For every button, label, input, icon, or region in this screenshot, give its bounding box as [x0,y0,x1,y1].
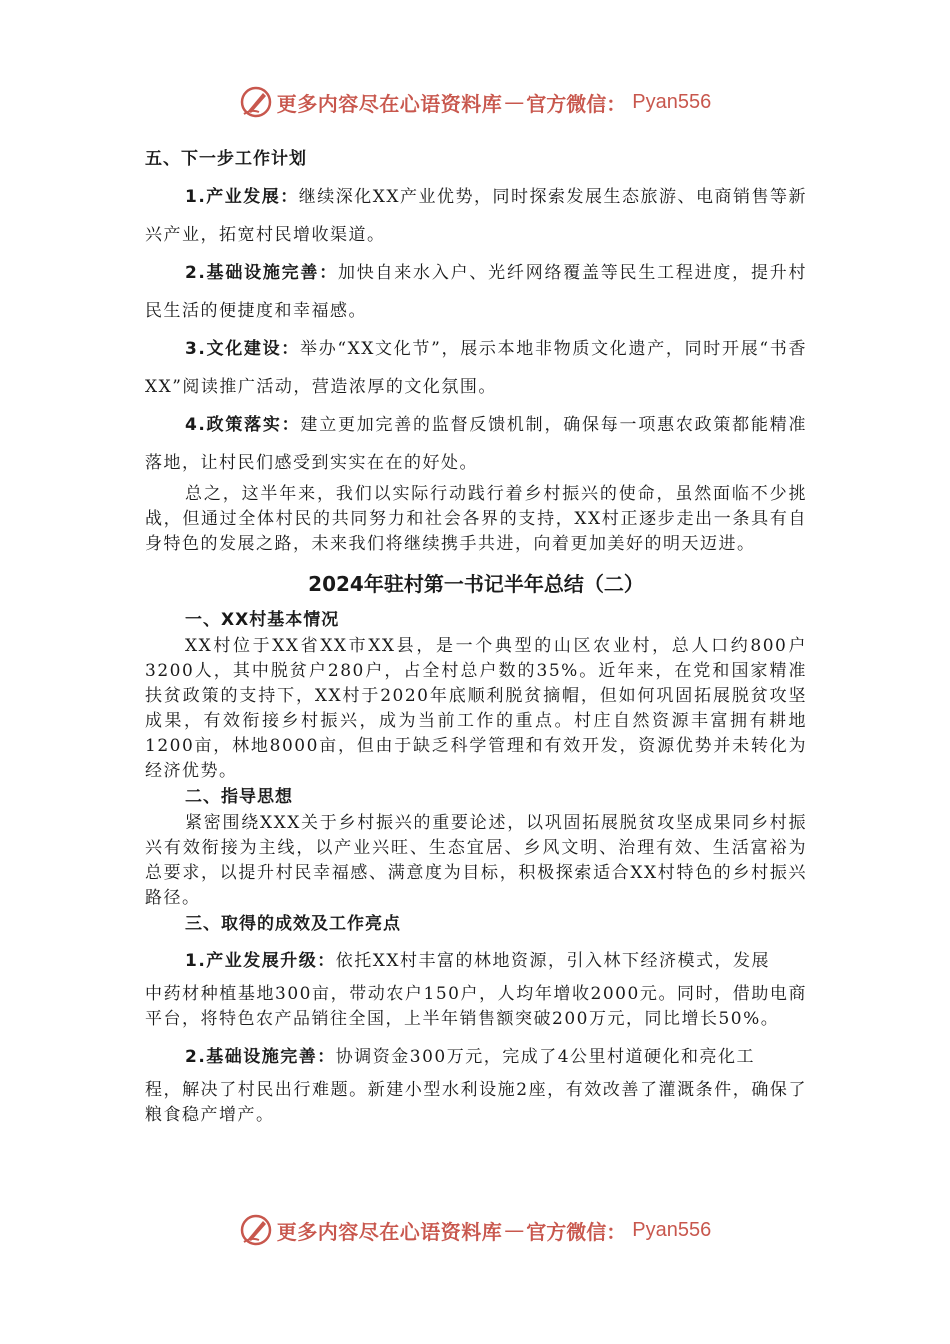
achievement-item-text: 依托XX村丰富的林地资源，引入林下经济模式，发展 [335,951,771,971]
plan-item-text: 加快自来水入户、光纤网络覆盖等民生工程进度，提升村民生活的便捷度和幸福感。 [145,263,807,321]
banner-separator: — [504,90,525,114]
banner-wechat-label: 官方微信： [526,1219,627,1244]
plan-item [145,330,807,406]
plan-item-label: 1.产业发展： [185,187,299,207]
footer-watermark-banner [0,1210,950,1250]
section-heading-achievements: 三、取得的成效及工作亮点 [185,914,401,934]
section-heading-guiding-thought: 二、指导思想 [185,787,293,807]
quill-logo-icon [239,85,273,119]
plan-item-label: 3.文化建设： [185,339,300,359]
document-title: 2024年驻村第一书记半年总结（二） [308,572,644,596]
banner-separator: — [504,1218,525,1242]
section-heading-next-plan: 五、下一步工作计划 [145,149,307,169]
achievement-item-line [145,1038,807,1076]
basic-info-paragraph: XX村位于XX省XX市XX县，是一个典型的山区农业村，总人口约800户3200人，其中脱贫户280户，占全村总户数的35%。近年来，在党和国家精准扶贫政策的支持下，XX村于2020年底顺利脱贫摘帽，但如何巩固拓展脱贫攻坚成果，有效衔接乡村振兴，成为当前工作的重点。村庄自然资源丰富拥有耕地1200亩，林地8000亩，但由于缺乏科学管理和有效开发，资源优势并未转化为经济优势。 [145,636,807,781]
plan-item [145,406,807,482]
section-heading-basic-info: 一、XX村基本情况 [185,610,340,630]
quill-logo-icon [239,1213,273,1247]
plan-item-text: 继续深化XX产业优势，同时探索发展生态旅游、电商销售等新兴产业，拓宽村民增收渠道。 [145,187,808,245]
plan-item-text: 建立更加完善的监督反馈机制，确保每一项惠农政策都能精准落地，让村民们感受到实实在在的好处。 [145,415,807,473]
plan-item [145,178,807,254]
document-body [145,140,807,1128]
banner-wechat-id: Pyan556 [632,1218,712,1241]
banner-wechat-label: 官方微信： [526,91,627,116]
header-watermark-banner [0,82,950,122]
plan-item-label: 2.基础设施完善： [185,263,338,283]
achievement-item-text: 协调资金300万元，完成了4公里村道硬化和亮化工 [335,1047,756,1067]
banner-wechat-id: Pyan556 [632,90,712,113]
summary-paragraph: 总之，这半年来，我们以实际行动践行着乡村振兴的使命，虽然面临不少挑战，但通过全体村民的共同努力和社会各界的支持，XX村正逐步走出一条具有自身特色的发展之路，未来我们将继续携手共进，向着更加美好的明天迈进。 [145,484,807,554]
achievement-item-label: 2.基础设施完善： [185,1047,336,1067]
guiding-thought-paragraph: 紧密围绕XXX关于乡村振兴的重要论述，以巩固拓展脱贫攻坚成果同乡村振兴有效衔接为主线，以产业兴旺、生态宜居、乡风文明、治理有效、生活富裕为总要求，以提升村民幸福感、满意度为目标，积极探索适合XX村特色的乡村振兴路径。 [145,813,807,908]
achievement-item-continuation: 中药材种植基地300亩，带动农户150户，人均年增收2000元。同时，借助电商平台，将特色农产品销往全国，上半年销售额突破200万元，同比增长50%。 [145,984,807,1029]
plan-item [145,254,807,330]
achievement-item-line [145,942,807,980]
banner-text: 更多内容尽在心语资料库 [276,91,503,116]
plan-item-label: 4.政策落实： [185,415,301,435]
achievement-item-label: 1.产业发展升级： [185,951,336,971]
achievement-item-continuation: 程，解决了村民出行难题。新建小型水利设施2座，有效改善了灌溉条件，确保了粮食稳产增产。 [145,1080,807,1125]
banner-text: 更多内容尽在心语资料库 [276,1219,503,1244]
plan-item-text: 举办“XX文化节”，展示本地非物质文化遗产，同时开展“书香XX”阅读推广活动，营造浓厚的文化氛围。 [145,339,807,397]
